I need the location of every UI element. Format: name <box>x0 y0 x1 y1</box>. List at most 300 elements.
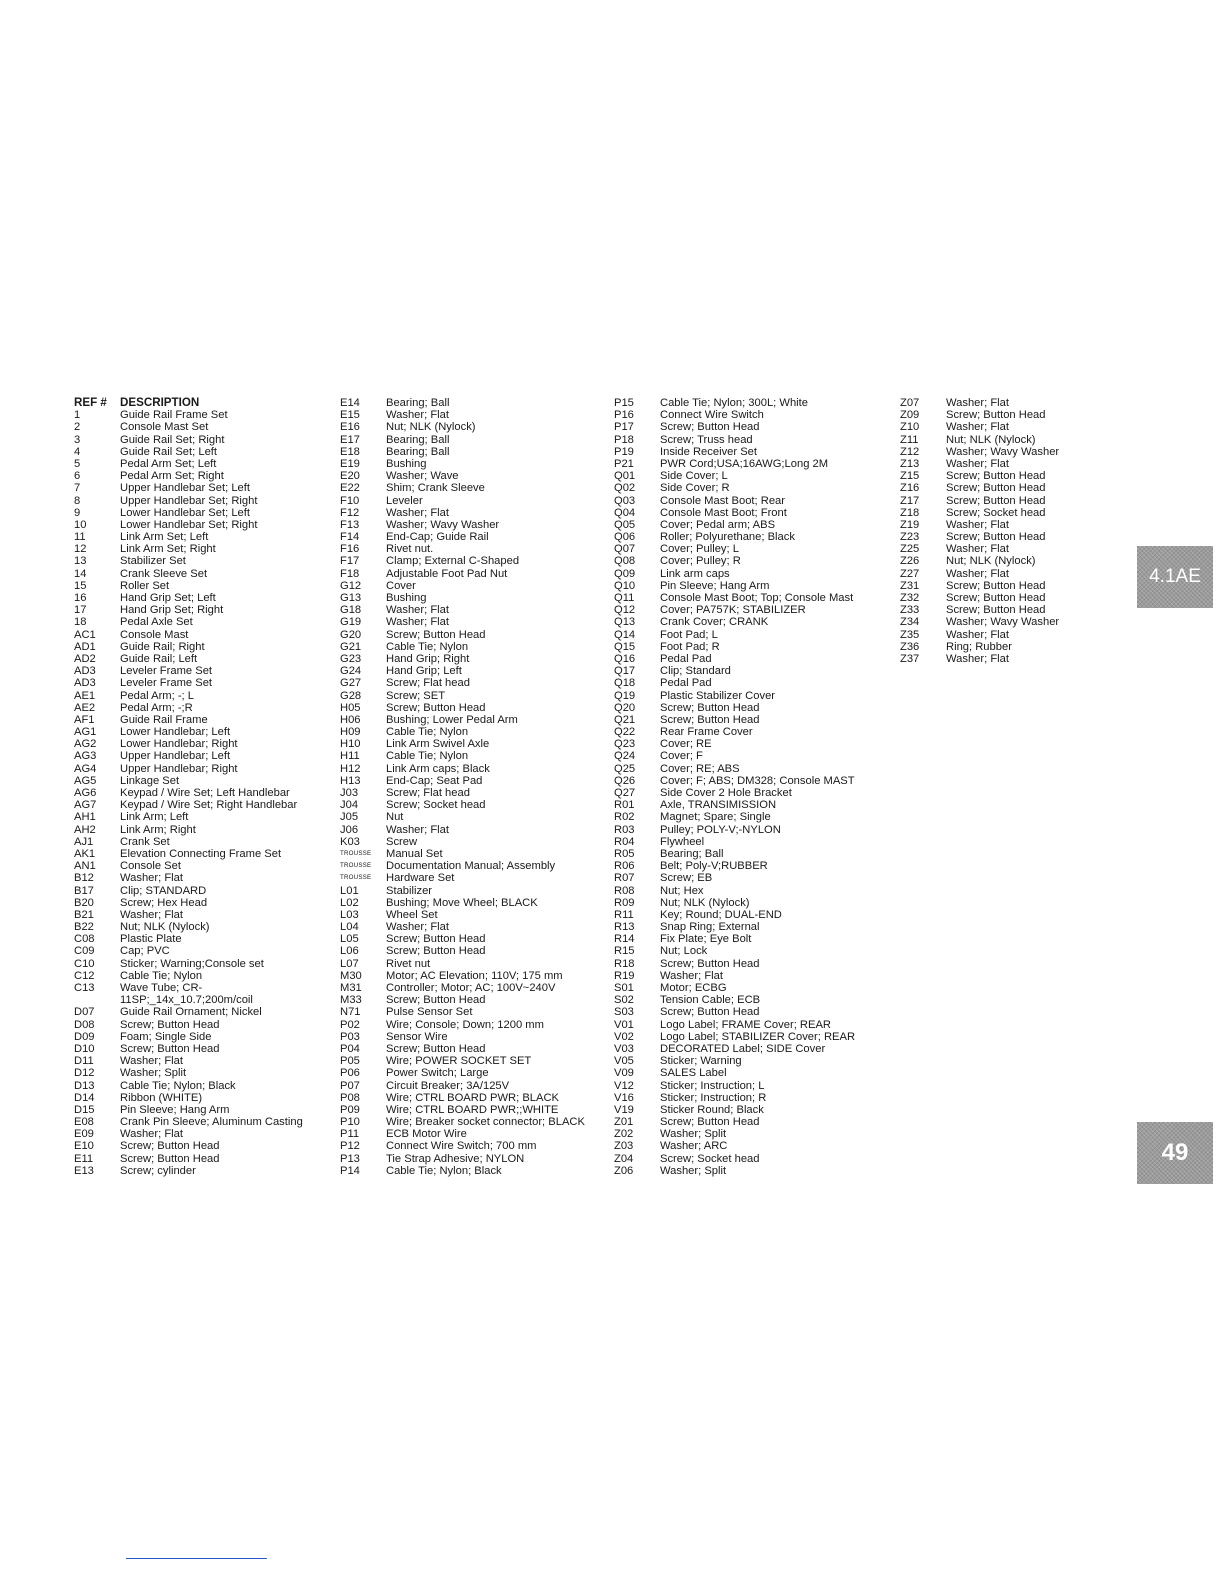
part-description: Screw; Flat head <box>386 677 470 690</box>
part-description: Washer; Flat <box>946 421 1009 434</box>
part-description: Upper Handlebar; Right <box>120 762 238 775</box>
part-description: Screw; Button Head <box>660 421 760 434</box>
part-description: Cable Tie; Nylon <box>120 969 203 982</box>
part-description: Nut; NLK (Nylock) <box>120 921 210 934</box>
ref-number: AG5 <box>74 774 97 787</box>
part-description: Guide Rail; Right <box>120 640 205 653</box>
part-description: Sticker; Warning;Console set <box>120 957 264 970</box>
ref-number: Z25 <box>900 543 920 556</box>
ref-number: R05 <box>614 847 635 860</box>
ref-number: Q23 <box>614 738 636 751</box>
ref-number: R13 <box>614 921 635 934</box>
part-description: Cover; Pulley; L <box>660 543 739 556</box>
ref-number: B17 <box>74 884 94 897</box>
ref-number: 17 <box>74 604 87 617</box>
ref-number: 6 <box>74 470 81 483</box>
part-description: Cover <box>386 579 416 592</box>
part-description: Side Cover; L <box>660 470 728 483</box>
part-description: Fix Plate; Eye Bolt <box>660 933 752 946</box>
part-description: Sticker Round; Black <box>660 1103 764 1116</box>
part-description: Cover; PA757K; STABILIZER <box>660 604 806 617</box>
part-description: Washer; Flat <box>946 397 1009 409</box>
ref-number: Z17 <box>900 494 920 507</box>
part-description: Washer; Flat <box>386 506 449 519</box>
part-description: ECB Motor Wire <box>386 1128 467 1141</box>
part-description: Screw; Button Head <box>386 628 486 641</box>
ref-number: Z10 <box>900 421 920 434</box>
ref-number: E16 <box>340 421 360 434</box>
part-description: Leveler Frame Set <box>120 677 213 690</box>
part-description: Side Cover; R <box>660 482 730 495</box>
part-description: Screw; Button Head <box>120 1140 220 1153</box>
part-description: Elevation Connecting Frame Set <box>120 847 282 860</box>
ref-number: V03 <box>614 1042 634 1055</box>
ref-number: AG3 <box>74 750 97 763</box>
ref-number: V09 <box>614 1067 634 1080</box>
part-description: Foot Pad; L <box>660 628 718 641</box>
description-column-header: DESCRIPTION <box>120 396 200 409</box>
part-description: Screw; cylinder <box>120 1164 196 1177</box>
ref-number: D14 <box>74 1091 95 1104</box>
part-description: Ribbon (WHITE) <box>120 1091 203 1104</box>
ref-number: 10 <box>74 518 87 531</box>
ref-number: D08 <box>74 1018 95 1031</box>
ref-number: G18 <box>340 604 362 617</box>
parts-list <box>74 397 1114 1197</box>
part-description: Pedal Arm; -;R <box>120 701 193 714</box>
ref-number: Z11 <box>900 433 919 446</box>
ref-number: Q11 <box>614 592 635 604</box>
part-description: 11SP;_14x_10.7;200m/coil <box>120 994 253 1007</box>
ref-number: AG2 <box>74 738 97 751</box>
ref-number: C10 <box>74 957 95 970</box>
ref-number: AH2 <box>74 823 96 836</box>
part-description: Washer; Flat <box>660 969 723 982</box>
ref-number: Z06 <box>614 1164 634 1177</box>
part-description: Key; Round; DUAL-END <box>660 908 782 921</box>
part-description: Wheel Set <box>386 908 438 921</box>
part-description: Flywheel <box>660 835 705 848</box>
part-description: Link Arm; Left <box>120 811 189 824</box>
part-description: Screw; SET <box>386 689 446 702</box>
ref-number: R07 <box>614 872 635 885</box>
part-description: Screw; Button Head <box>120 1042 220 1055</box>
part-description: Bearing; Ball <box>660 847 724 860</box>
ref-number: C12 <box>74 969 95 982</box>
ref-number: Z18 <box>900 506 920 519</box>
part-description: Screw; Button Head <box>386 1042 486 1055</box>
part-description: Screw; Button Head <box>946 482 1046 495</box>
part-description: Wave Tube; CR- <box>120 982 203 994</box>
part-description: Guide Rail Frame <box>120 713 208 726</box>
ref-number: M31 <box>340 982 362 994</box>
ref-number: Q18 <box>614 677 636 690</box>
ref-number: J05 <box>340 811 359 824</box>
ref-number: C13 <box>74 982 95 994</box>
part-description: Cable Tie; Nylon <box>386 750 469 763</box>
ref-number: Z26 <box>900 555 920 568</box>
part-description: Lower Handlebar Set; Left <box>120 506 250 519</box>
part-description: Washer; Flat <box>946 652 1009 665</box>
ref-number: 13 <box>74 555 87 568</box>
ref-number: M33 <box>340 994 362 1007</box>
part-description: Plastic Plate <box>120 933 182 946</box>
ref-number: 4 <box>74 445 81 458</box>
ref-number: F16 <box>340 543 360 556</box>
ref-number: Z35 <box>900 628 920 641</box>
ref-number: AD1 <box>74 640 96 653</box>
ref-number: R08 <box>614 884 635 897</box>
ref-number: 8 <box>74 494 81 507</box>
part-description: Leveler <box>386 494 423 507</box>
part-description: Washer; Wavy Washer <box>386 518 500 531</box>
part-description: Manual Set <box>386 847 443 860</box>
part-description: Stabilizer <box>386 884 433 897</box>
ref-number: AJ1 <box>74 835 94 848</box>
ref-number: S02 <box>614 994 634 1007</box>
part-description: Pedal Pad <box>660 652 712 665</box>
part-description: Rear Frame Cover <box>660 726 753 739</box>
part-description: Screw; Socket head <box>946 506 1046 519</box>
ref-number: Z19 <box>900 518 920 531</box>
ref-number: E15 <box>340 409 360 422</box>
part-description: Stabilizer Set <box>120 555 186 568</box>
part-description: Magnet; Spare; Single <box>660 811 771 824</box>
ref-number: AC1 <box>74 628 96 641</box>
ref-number: H12 <box>340 762 361 775</box>
part-description: Cable Tie; Nylon <box>386 640 469 653</box>
ref-number: Z04 <box>614 1152 634 1165</box>
ref-number: AD3 <box>74 665 96 678</box>
part-description: Console Set <box>120 860 181 873</box>
ref-number: AN1 <box>74 860 96 873</box>
part-description: Documentation Manual; Assembly <box>386 860 556 873</box>
part-description: Screw; Button Head <box>946 579 1046 592</box>
part-description: Guide Rail; Left <box>120 652 198 665</box>
part-description: Hand Grip; Left <box>386 665 462 678</box>
part-description: Axle, TRANSIMISSION <box>660 799 777 812</box>
ref-number: AD3 <box>74 677 96 690</box>
ref-number: M30 <box>340 969 362 982</box>
ref-number: Q26 <box>614 774 636 787</box>
ref-number: Z33 <box>900 604 920 617</box>
ref-number: Q06 <box>614 531 636 544</box>
part-description: Console Mast <box>120 628 189 641</box>
ref-number: Q21 <box>614 713 636 726</box>
part-description: Tie Strap Adhesive; NYLON <box>386 1152 525 1165</box>
part-description: Foot Pad; R <box>660 640 720 653</box>
part-description: Bushing <box>386 457 427 470</box>
part-description: Nut <box>386 811 404 824</box>
part-description: Screw; Button Head <box>660 1116 760 1129</box>
ref-number: P10 <box>340 1116 360 1129</box>
ref-number: P06 <box>340 1067 360 1080</box>
ref-number: AK1 <box>74 847 96 860</box>
part-description: Cover; F; ABS; DM328; Console MAST <box>660 774 855 787</box>
ref-number: AD2 <box>74 652 96 665</box>
part-description: Hardware Set <box>386 872 455 885</box>
ref-number: Z07 <box>900 397 920 409</box>
part-description: Screw; EB <box>660 872 713 885</box>
ref-number: 9 <box>74 506 81 519</box>
ref-number: Q25 <box>614 762 636 775</box>
ref-number: R04 <box>614 835 635 848</box>
ref-number: P04 <box>340 1042 360 1055</box>
part-description: Nut; Lock <box>660 945 708 958</box>
ref-number: G12 <box>340 579 362 592</box>
ref-number: D09 <box>74 1030 95 1043</box>
ref-number: P21 <box>614 457 634 470</box>
part-description: Washer; Wavy Washer <box>946 616 1060 629</box>
part-description: Cover; RE; ABS <box>660 762 740 775</box>
ref-number: 1 <box>74 409 81 422</box>
part-description: Screw; Button Head <box>660 713 760 726</box>
ref-number: L05 <box>340 933 359 946</box>
ref-number: D13 <box>74 1079 95 1092</box>
ref-number: K03 <box>340 835 360 848</box>
ref-number: Z15 <box>900 470 920 483</box>
part-description: Lower Handlebar; Left <box>120 726 231 739</box>
ref-number: E18 <box>340 445 360 458</box>
ref-number: TROUSSE <box>340 874 372 882</box>
part-description: Ring; Rubber <box>946 640 1012 653</box>
ref-number: Z31 <box>900 579 920 592</box>
ref-number: D07 <box>74 1006 95 1019</box>
ref-number: D15 <box>74 1103 95 1116</box>
part-description: Leveler Frame Set <box>120 665 213 678</box>
part-description: Washer; Flat <box>386 921 449 934</box>
ref-number: J03 <box>340 787 359 799</box>
part-description: Washer; Wavy Washer <box>946 445 1060 458</box>
part-description: Screw; Socket head <box>386 799 486 812</box>
ref-number: V12 <box>614 1079 634 1092</box>
ref-number: Q10 <box>614 579 636 592</box>
part-description: Screw; Button Head <box>386 933 486 946</box>
ref-number: Q08 <box>614 555 636 568</box>
part-description: Sticker; Instruction; L <box>660 1079 765 1092</box>
ref-number: L06 <box>340 945 359 958</box>
part-description: Pedal Arm Set; Left <box>120 457 217 470</box>
part-description: Washer; Flat <box>946 567 1009 580</box>
ref-number: E17 <box>340 433 360 446</box>
ref-number: R03 <box>614 823 635 836</box>
part-description: Lower Handlebar Set; Right <box>120 518 258 531</box>
part-description: Screw <box>386 835 418 848</box>
ref-number: 7 <box>74 482 81 495</box>
part-description: Guide Rail Set; Right <box>120 433 225 446</box>
ref-number: 11 <box>74 531 86 544</box>
ref-number: R01 <box>614 799 635 812</box>
ref-number: P12 <box>340 1140 360 1153</box>
ref-number: H09 <box>340 726 361 739</box>
part-description: Upper Handlebar Set; Left <box>120 482 250 495</box>
ref-number: 3 <box>74 433 81 446</box>
ref-number: Z36 <box>900 640 920 653</box>
ref-number: G21 <box>340 640 362 653</box>
part-description: Link Arm caps; Black <box>386 762 490 775</box>
part-description: Screw; Hex Head <box>120 896 208 909</box>
ref-number: J04 <box>340 799 359 812</box>
part-description: PWR Cord;USA;16AWG;Long 2M <box>660 457 829 470</box>
part-description: Wire; POWER SOCKET SET <box>386 1055 532 1068</box>
ref-number: H13 <box>340 774 361 787</box>
part-description: Motor; AC Elevation; 110V; 175 mm <box>386 969 563 982</box>
part-description: Cable Tie; Nylon; Black <box>386 1164 502 1177</box>
part-description: Wire; Breaker socket connector; BLACK <box>386 1116 585 1129</box>
ref-number: L04 <box>340 921 359 934</box>
part-description: Washer; Flat <box>946 543 1009 556</box>
part-description: Sticker; Warning <box>660 1055 742 1068</box>
part-description: Nut; NLK (Nylock) <box>946 555 1036 568</box>
ref-number: G13 <box>340 592 362 604</box>
ref-number: D11 <box>74 1055 94 1068</box>
part-description: Washer; Flat <box>946 628 1009 641</box>
part-description: Washer; Flat <box>386 604 449 617</box>
part-description: Connect Wire Switch; 700 mm <box>386 1140 537 1153</box>
ref-number: D10 <box>74 1042 95 1055</box>
ref-number: E11 <box>74 1152 94 1165</box>
ref-number: P14 <box>340 1164 360 1177</box>
ref-number: P08 <box>340 1091 360 1104</box>
part-description: Wire; CTRL BOARD PWR;;WHITE <box>386 1103 559 1116</box>
ref-number: H06 <box>340 713 361 726</box>
ref-number: Z27 <box>900 567 920 580</box>
part-description: Screw; Button Head <box>946 531 1046 544</box>
ref-number: Q04 <box>614 506 636 519</box>
part-description: Washer; ARC <box>660 1140 728 1153</box>
part-description: Link arm caps <box>660 567 730 580</box>
part-description: Clip; STANDARD <box>120 884 207 897</box>
part-description: Hand Grip Set; Right <box>120 604 224 617</box>
part-description: Screw; Flat head <box>386 787 470 799</box>
ref-number: B22 <box>74 921 94 934</box>
ref-number: R19 <box>614 969 635 982</box>
ref-number: Q02 <box>614 482 636 495</box>
part-description: Crank Pin Sleeve; Aluminum Casting <box>120 1116 303 1129</box>
part-description: Roller Set <box>120 579 170 592</box>
part-description: Nut; Hex <box>660 884 704 897</box>
part-description: Inside Receiver Set <box>660 445 758 458</box>
part-description: Crank Cover; CRANK <box>660 616 769 629</box>
ref-number: P18 <box>614 433 634 446</box>
ref-number: P11 <box>340 1128 360 1141</box>
part-description: Screw; Button Head <box>946 470 1046 483</box>
part-description: Snap Ring; External <box>660 921 760 934</box>
part-description: Foam; Single Side <box>120 1030 212 1043</box>
ref-number: Q03 <box>614 494 636 507</box>
ref-number: R11 <box>614 908 634 921</box>
part-description: Pedal Arm; -; L <box>120 689 194 702</box>
part-description: Logo Label; FRAME Cover; REAR <box>660 1018 831 1031</box>
part-description: Screw; Button Head <box>386 701 486 714</box>
ref-number: D12 <box>74 1067 95 1080</box>
ref-number: E08 <box>74 1116 94 1129</box>
part-description: Sticker; Instruction; R <box>660 1091 767 1104</box>
ref-number: E22 <box>340 482 360 495</box>
ref-number: AG6 <box>74 787 97 799</box>
ref-number: Q15 <box>614 640 636 653</box>
part-description: Connect Wire Switch <box>660 409 764 422</box>
part-description: Console Mast Boot; Front <box>660 506 787 519</box>
ref-number: 12 <box>74 543 87 556</box>
ref-number: Q12 <box>614 604 636 617</box>
part-description: Linkage Set <box>120 774 180 787</box>
part-description: Crank Sleeve Set <box>120 567 208 580</box>
ref-number: F18 <box>340 567 360 580</box>
ref-number: AG7 <box>74 799 97 812</box>
part-description: Logo Label; STABILIZER Cover; REAR <box>660 1030 856 1043</box>
part-description: Nut; NLK (Nylock) <box>660 896 750 909</box>
ref-number: Z32 <box>900 592 920 604</box>
ref-number: Q19 <box>614 689 636 702</box>
part-description: Pulley; POLY-V;-NYLON <box>660 823 781 836</box>
part-description: Link Arm Set; Right <box>120 543 216 556</box>
ref-number: R06 <box>614 860 635 873</box>
ref-number: V02 <box>614 1030 634 1043</box>
part-description: Pin Sleeve; Hang Arm <box>660 579 770 592</box>
part-description: Screw; Button Head <box>946 494 1046 507</box>
part-description: DECORATED Label; SIDE Cover <box>660 1042 826 1055</box>
part-description: Cable Tie; Nylon <box>386 726 469 739</box>
part-description: Sensor Wire <box>386 1030 448 1043</box>
part-description: Lower Handlebar; Right <box>120 738 238 751</box>
section-tab: 4.1AE <box>1137 546 1213 608</box>
ref-number: AG1 <box>74 726 97 739</box>
part-description: Keypad / Wire Set; Right Handlebar <box>120 799 298 812</box>
ref-number: Q16 <box>614 652 636 665</box>
ref-number: L07 <box>340 957 359 970</box>
ref-number: E10 <box>74 1140 94 1153</box>
part-description: Washer; Split <box>660 1164 727 1177</box>
part-description: End-Cap; Seat Pad <box>386 774 483 787</box>
part-description: Screw; Button Head <box>946 409 1046 422</box>
part-description: SALES Label <box>660 1067 727 1080</box>
ref-number: TROUSSE <box>340 849 372 857</box>
part-description: Cover; Pedal arm; ABS <box>660 518 776 531</box>
part-description: Guide Rail Set; Left <box>120 445 218 458</box>
ref-number: Q20 <box>614 701 636 714</box>
page-number-tab: 49 <box>1137 1122 1213 1184</box>
part-description: Washer; Flat <box>386 823 449 836</box>
part-description: Washer; Flat <box>120 872 183 885</box>
ref-number: 15 <box>74 579 87 592</box>
part-description: Screw; Button Head <box>386 994 486 1007</box>
part-description: Bearing; Ball <box>386 445 450 458</box>
part-description: Pin Sleeve; Hang Arm <box>120 1103 230 1116</box>
ref-number: P16 <box>614 409 634 422</box>
part-description: Washer; Flat <box>120 908 183 921</box>
part-description: Upper Handlebar Set; Right <box>120 494 258 507</box>
ref-number: AG4 <box>74 762 97 775</box>
ref-number: Q13 <box>614 616 636 629</box>
ref-number: N71 <box>340 1006 361 1019</box>
ref-number: Q07 <box>614 543 636 556</box>
part-description: Link Arm Set; Left <box>120 531 209 544</box>
part-description: Rivet nut <box>386 957 431 970</box>
ref-number: Z01 <box>614 1116 634 1129</box>
part-description: Cable Tie; Nylon; Black <box>120 1079 236 1092</box>
ref-number: Z12 <box>900 445 920 458</box>
part-description: Roller; Polyurethane; Black <box>660 531 795 544</box>
part-description: Link Arm Swivel Axle <box>386 738 490 751</box>
part-description: Clip; Standard <box>660 665 731 678</box>
ref-number: Z23 <box>900 531 920 544</box>
ref-number: 16 <box>74 592 87 604</box>
ref-number: C08 <box>74 933 95 946</box>
part-description: Washer; Flat <box>946 457 1009 470</box>
ref-number: J06 <box>340 823 359 836</box>
part-description: Tension Cable; ECB <box>660 994 761 1007</box>
